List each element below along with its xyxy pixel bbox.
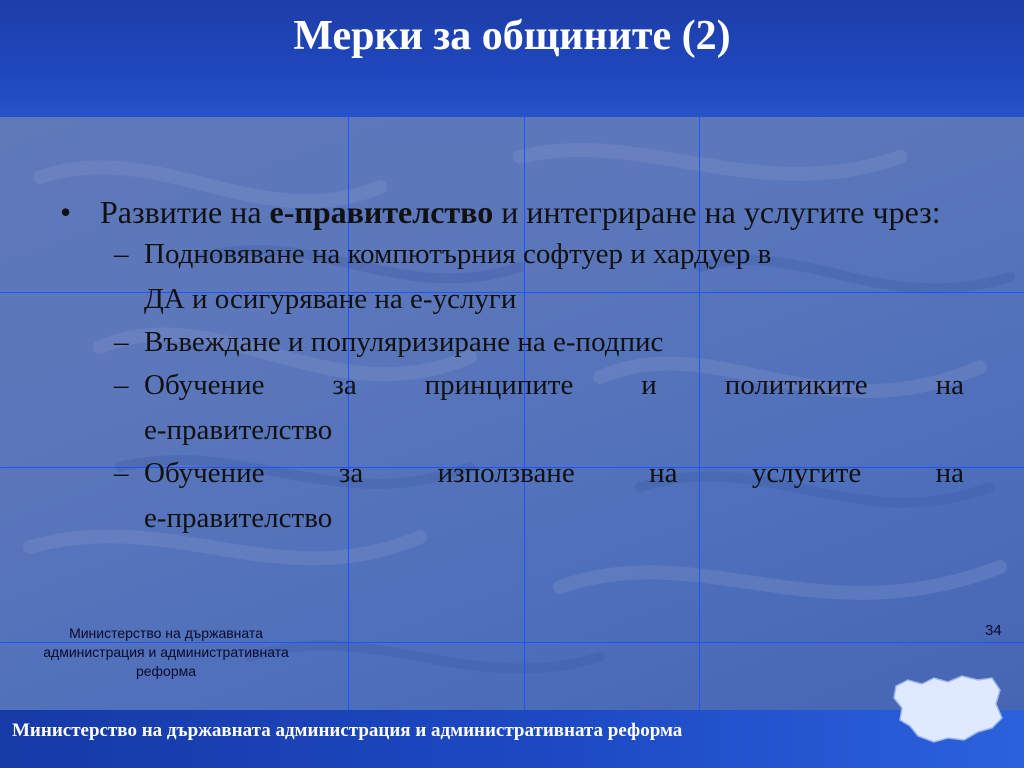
sub-item-line1: Подновяване на компютърния софтуер и хардуер в [144, 238, 772, 270]
sub-item-line2: ДА и осигуряване на е-услуги [144, 283, 517, 315]
sub-item [60, 232, 964, 322]
bullet-text-before: Развитие на [100, 194, 270, 230]
bulgaria-map-icon [888, 668, 1008, 748]
sub-item-line1: Обучение за използване на услугите на [144, 457, 964, 489]
sub-item-marker: – [114, 369, 129, 401]
sub-item-line1: Обучение за принципите и политиките на [144, 369, 964, 401]
sub-item [60, 451, 964, 541]
bullet-marker: • [60, 194, 72, 230]
footer-ministry-text: Министерство на държавната администрация и административната реформа [43, 625, 289, 679]
slide-title: Мерки за общините (2) [293, 13, 731, 59]
sub-item-marker: – [114, 238, 129, 270]
sub-item-line2: е-правителство [144, 414, 333, 446]
sub-item-line1: Въвеждане и популяризиране на е-подпис [144, 326, 664, 358]
sub-item-marker: – [114, 326, 129, 358]
sub-item [60, 320, 964, 365]
bullet-item [60, 190, 964, 234]
bullet-list [60, 190, 964, 541]
bullet-text-after: и интегриране на услугите чрез: [493, 194, 941, 230]
sub-item [60, 363, 964, 453]
content-area [0, 117, 1024, 710]
page-number: 34 [985, 622, 1002, 639]
footer-title: Министерство на държавната администрация и административната реформа [12, 720, 683, 741]
bullet-text-bold: е-правителство [269, 194, 494, 230]
sub-item-marker: – [114, 457, 129, 489]
sub-item-line2: е-правителство [144, 502, 333, 534]
